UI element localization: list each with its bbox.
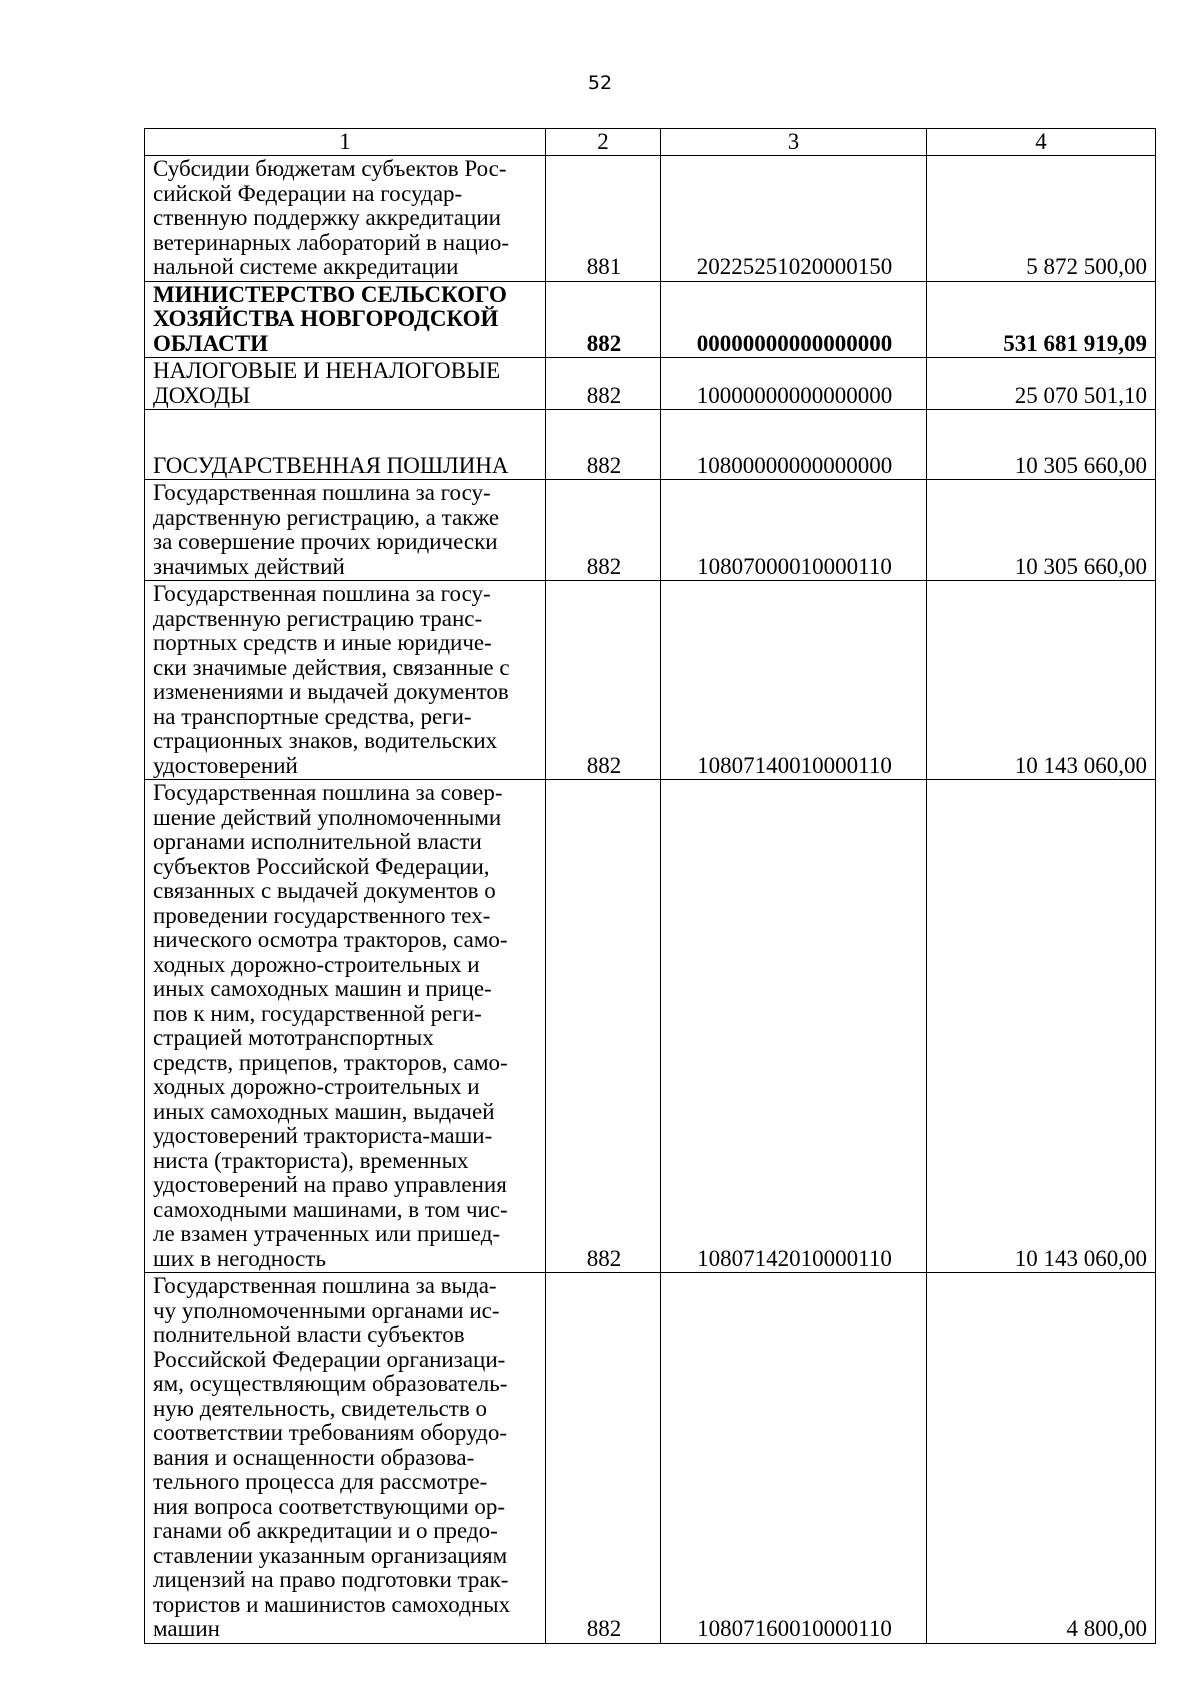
row-amount: 25 070 501,10: [927, 358, 1156, 410]
row-amount: 10 305 660,00: [927, 480, 1156, 581]
row-budget-code: 10807160010000110: [661, 1273, 927, 1644]
row-admin-code: 882: [546, 358, 661, 410]
page-number: 52: [587, 72, 613, 94]
row-amount: 10 305 660,00: [927, 410, 1156, 480]
table-row: [145, 358, 1156, 410]
row-budget-code: 10800000000000000: [661, 410, 927, 480]
row-amount: 5 872 500,00: [927, 156, 1156, 282]
row-budget-code: 10807142010000110: [661, 780, 927, 1273]
header-col-1: 1: [145, 129, 546, 156]
budget-revenue-table: [144, 128, 1156, 1644]
row-budget-code: 00000000000000000: [661, 281, 927, 358]
row-admin-code: 882: [546, 780, 661, 1273]
row-amount: 10 143 060,00: [927, 581, 1156, 780]
row-name: Государственная пошлина за совер- шение действий уполномоченными органами исполнительной власти субъектов Российской Федерации, связанных с выдачей документов о проведении государственного тех- нического осмотра тракторов, само- ходных дорожно-строительных и иных самоходных машин и прице- пов к ним, государственной реги- страцией мототранспортных средств, прицепов, тракторов, само- ходных дорожно-строительных и иных самоходных машин, выдачей удостоверений тракториста-маши- ниста (тракториста), временных удостоверений на право управления самоходными машинами, в том чис- ле взамен утраченных или пришед- ших в негодность: [145, 780, 546, 1273]
row-name: Государственная пошлина за выда- чу уполномоченными органами ис- полнительной власти субъектов Российской Федерации организаци- ям, осуществляющим образователь- ную деятельность, свидетельств о соответствии требованиям оборудо- вания и оснащенности образова- тельного процесса для рассмотре- ния вопроса соответствующими ор- ганами об аккредитации и о предо- ставлении указанным организациям лицензий на право подготовки трак- тористов и машинистов самоходных машин: [145, 1273, 546, 1644]
header-col-3: 3: [661, 129, 927, 156]
row-amount: 4 800,00: [927, 1273, 1156, 1644]
row-budget-code: 10807140010000110: [661, 581, 927, 780]
row-admin-code: 882: [546, 1273, 661, 1644]
row-name: Государственная пошлина за госу- дарственную регистрацию транс- портных средств и иные юридиче- ски значимые действия, связанные с изменениями и выдачей документов на транспортные средства, реги- страционных знаков, водительских удостоверений: [145, 581, 546, 780]
row-budget-code: 10807000010000110: [661, 480, 927, 581]
header-col-4: 4: [927, 129, 1156, 156]
table-row: [145, 281, 1156, 358]
table-row: [145, 780, 1156, 1273]
table-row: [145, 480, 1156, 581]
table-row: [145, 410, 1156, 480]
row-admin-code: 882: [546, 410, 661, 480]
row-admin-code: 882: [546, 281, 661, 358]
table-row: [145, 1273, 1156, 1644]
row-name: НАЛОГОВЫЕ И НЕНАЛОГОВЫЕ ДОХОДЫ: [145, 358, 546, 410]
row-admin-code: 882: [546, 480, 661, 581]
row-name: Субсидии бюджетам субъектов Рос- сийской Федерации на государ- ственную поддержку аккредитации ветеринарных лабораторий в нацио- нальной системе аккредитации: [145, 156, 546, 282]
row-admin-code: 882: [546, 581, 661, 780]
row-name: Государственная пошлина за госу- дарственную регистрацию, а также за совершение прочих юридически значимых действий: [145, 480, 546, 581]
table-row: [145, 156, 1156, 282]
row-admin-code: 881: [546, 156, 661, 282]
row-budget-code: 20225251020000150: [661, 156, 927, 282]
table-header-row: [145, 129, 1156, 156]
table-row: [145, 581, 1156, 780]
row-name: МИНИСТЕРСТВО СЕЛЬСКОГО ХОЗЯЙСТВА НОВГОРОДСКОЙ ОБЛАСТИ: [145, 281, 546, 358]
row-amount: 10 143 060,00: [927, 780, 1156, 1273]
row-amount: 531 681 919,09: [927, 281, 1156, 358]
row-name: ГОСУДАРСТВЕННАЯ ПОШЛИНА: [145, 410, 546, 480]
header-col-2: 2: [546, 129, 661, 156]
row-budget-code: 10000000000000000: [661, 358, 927, 410]
